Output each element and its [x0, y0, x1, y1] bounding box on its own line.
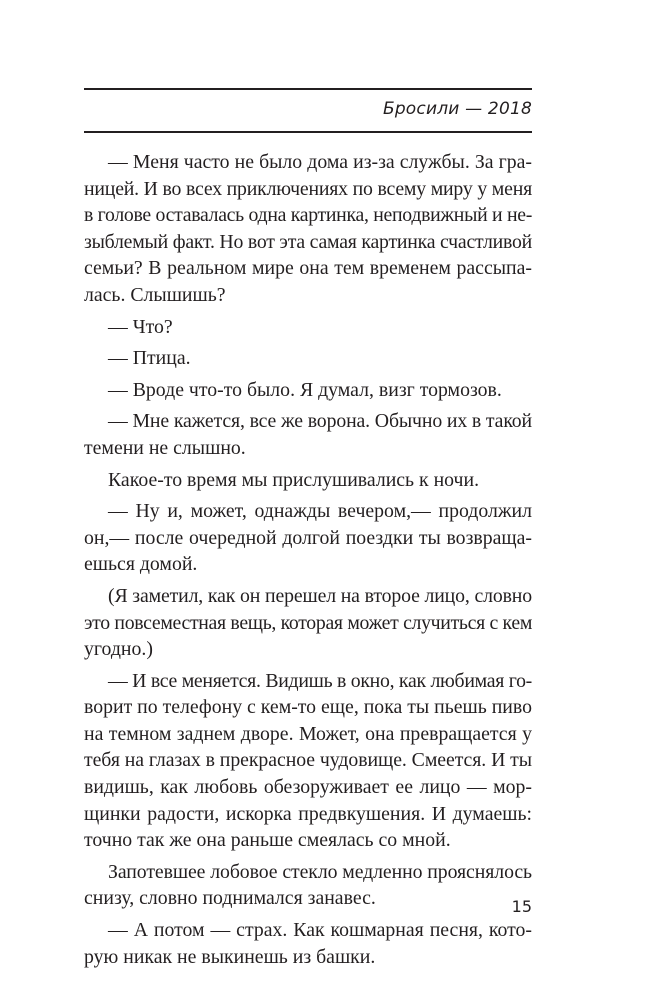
- text-line: — Птица.: [108, 347, 191, 370]
- text-line: — Что?: [108, 315, 173, 338]
- header-rule-top: [84, 88, 532, 90]
- text-line: на темном заднем дворе. Может, она превращается у: [84, 722, 532, 745]
- text-line: он,— после очередной долгой поездки ты возвраща-: [84, 526, 532, 549]
- body-text: [84, 149, 532, 970]
- text-line: зыблемый факт. Но вот эта самая картинка счастливой: [84, 230, 533, 253]
- text-line: тебя на глазах в прекрасное чудовище. Смеется. И ты: [84, 749, 532, 772]
- paragraph: [84, 314, 532, 341]
- text-line: видишь, как любовь обезоруживает ее лицо — мор-: [84, 776, 532, 799]
- paragraph: [84, 149, 532, 309]
- paragraph: [84, 408, 532, 461]
- text-line: темени не слышно.: [84, 436, 246, 459]
- paragraph: [84, 377, 532, 404]
- text-line: Запотевшее лобовое стекло медленно прояснялось: [108, 860, 532, 883]
- text-line: (Я заметил, как он перешел на второе лицо, словно: [108, 584, 532, 607]
- text-line: — Меня часто не было дома из-за службы. За гра-: [108, 151, 532, 173]
- text-line: щинки радости, искорка предвкушения. И думаешь:: [84, 802, 532, 825]
- paragraph: [84, 345, 532, 372]
- text-line: снизу, словно поднимался занавес.: [84, 887, 376, 910]
- text-line: Какое-то время мы прислушивались к ночи.: [108, 468, 480, 491]
- text-line: ворит по телефону с кем-то еще, пока ты пьешь пиво: [84, 696, 532, 719]
- text-line: точно так же она раньше смеялась со мной.: [84, 829, 451, 852]
- paragraph: [84, 917, 532, 970]
- text-line: угодно.): [84, 638, 153, 661]
- paragraph: [84, 583, 532, 663]
- page-number: 15: [511, 897, 532, 916]
- text-line: — И все меняется. Видишь в окно, как любимая го-: [108, 669, 532, 692]
- text-line: ницей. И во всех приключениях по всему миру у меня: [84, 177, 532, 200]
- text-line: рую никак не выкинешь из башки.: [84, 945, 376, 968]
- running-head: Бросили — 2018: [382, 99, 532, 119]
- text-line: — Вроде что-то было. Я думал, визг тормозов.: [108, 378, 502, 401]
- text-line: семьи? В реальном мире она тем временем рассыпа-: [84, 257, 532, 280]
- text-line: это повсеместная вещь, которая может случиться с кем: [84, 611, 533, 634]
- paragraph: [84, 668, 532, 854]
- paragraph: [84, 467, 532, 494]
- text-line: — А потом — страх. Как кошмарная песня, кото-: [108, 919, 532, 942]
- text-line: лась. Слышишь?: [84, 283, 226, 306]
- header-rule-bottom: [84, 131, 532, 133]
- text-line: ешься домой.: [84, 553, 198, 576]
- text-line: — Ну и, может, однажды вечером,— продолжил: [108, 500, 532, 523]
- paragraph: [84, 498, 532, 578]
- text-line: в голове оставалась одна картинка, неподвижный и не-: [84, 204, 532, 227]
- paragraph: [84, 859, 532, 912]
- text-line: — Мне кажется, все же ворона. Обычно их в такой: [108, 410, 533, 433]
